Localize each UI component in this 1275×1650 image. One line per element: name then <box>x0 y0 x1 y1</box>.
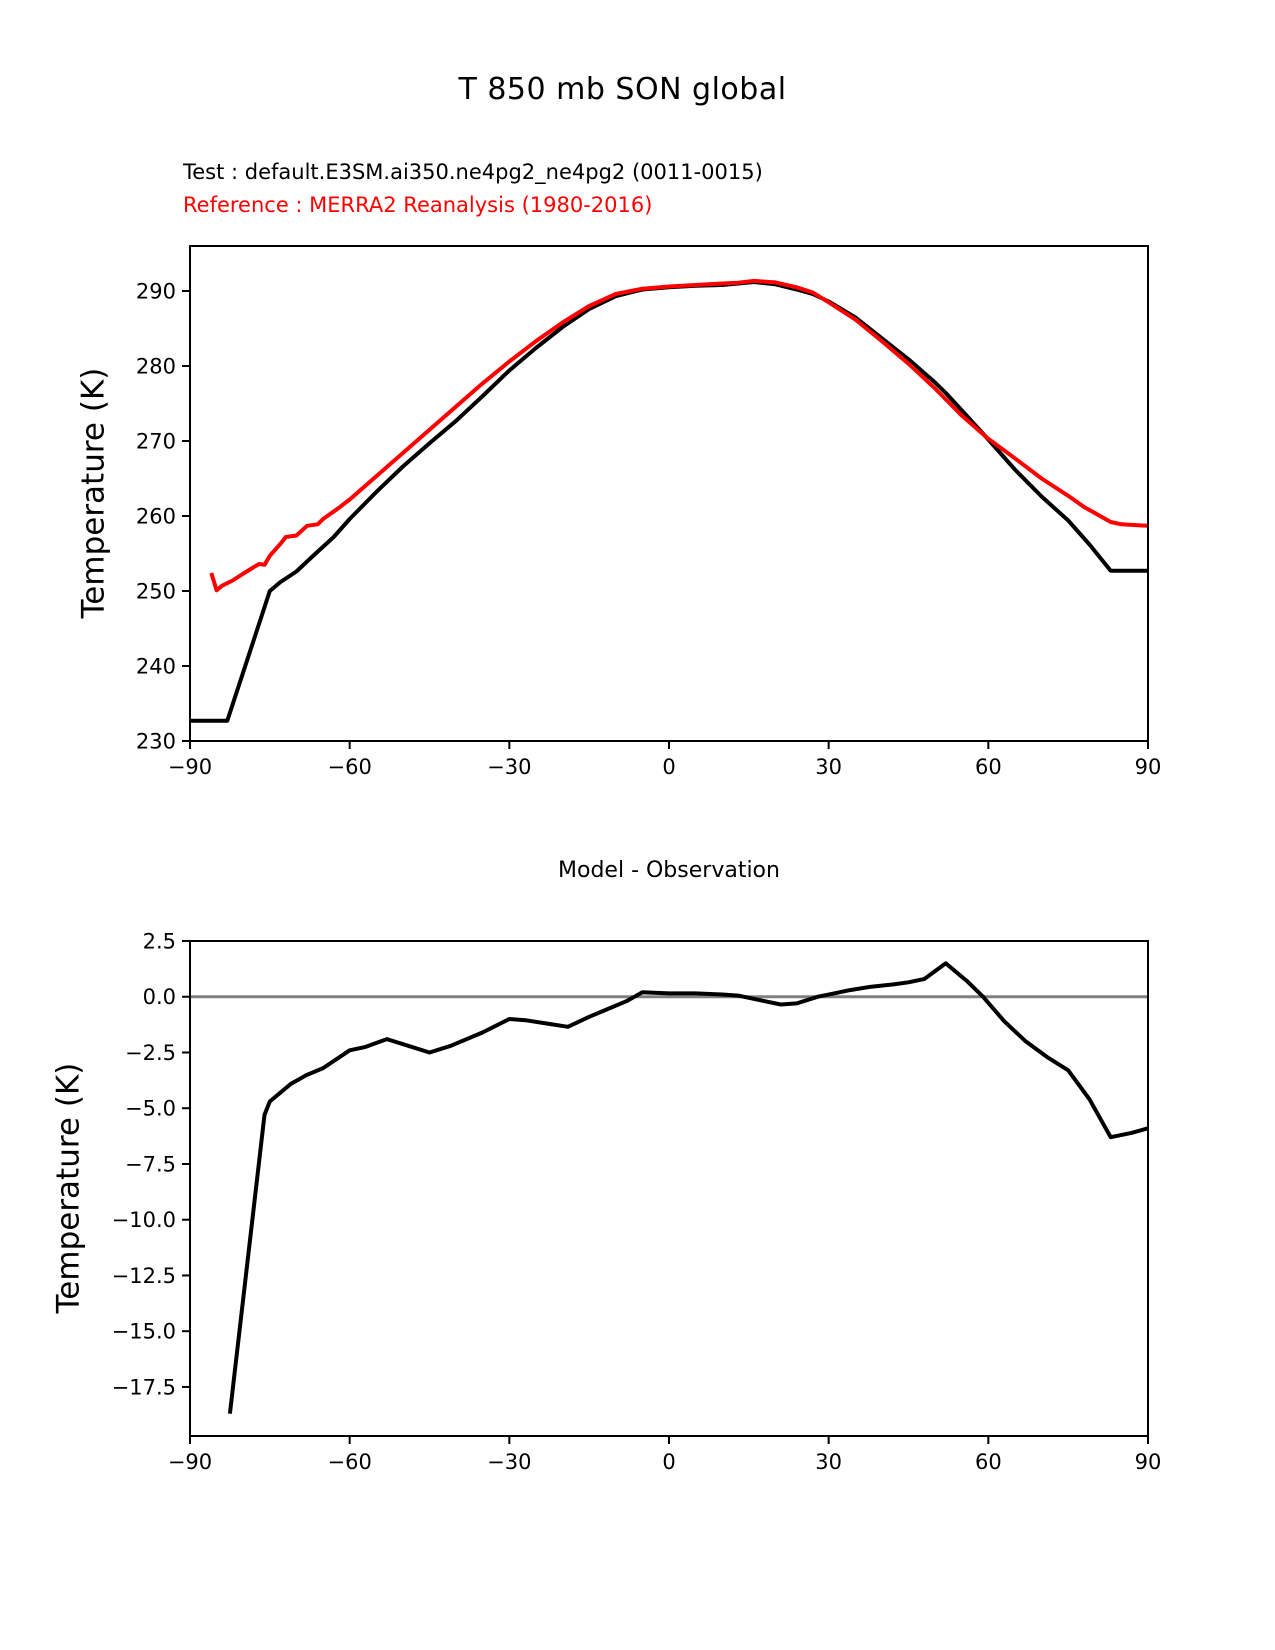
y-tick-label: −15.0 <box>111 1319 176 1344</box>
y-tick-label: 250 <box>135 579 176 604</box>
x-tick-label: −60 <box>327 755 372 779</box>
x-tick-label: 0 <box>662 1450 676 1474</box>
y-tick-label: −2.5 <box>125 1040 176 1065</box>
y-tick-label: −5.0 <box>125 1096 176 1121</box>
x-tick-label: −60 <box>327 1450 372 1474</box>
x-tick-label: 60 <box>974 755 1002 779</box>
test-label: Test : default.E3SM.ai350.ne4pg2_ne4pg2 (0011-0015) <box>183 160 763 184</box>
x-tick-label: 60 <box>974 1450 1002 1474</box>
x-tick-label: 30 <box>815 755 843 779</box>
y-tick-label: −10.0 <box>111 1208 176 1233</box>
y-tick-label: 230 <box>135 729 176 754</box>
x-tick-label: 90 <box>1134 1450 1162 1474</box>
x-tick-label: −30 <box>487 1450 532 1474</box>
x-tick-label: −30 <box>487 755 532 779</box>
top-chart-ylabel: Temperature (K) <box>75 367 112 619</box>
plot-frame <box>190 941 1148 1436</box>
y-tick-label: 280 <box>135 354 176 379</box>
reference-label: Reference : MERRA2 Reanalysis (1980-2016) <box>183 193 653 217</box>
y-tick-label: −17.5 <box>111 1375 176 1400</box>
diff-chart-title: Model - Observation <box>558 858 780 883</box>
x-tick-label: 0 <box>662 755 676 779</box>
y-tick-label: 260 <box>135 504 176 529</box>
y-tick-label: 0.0 <box>142 985 176 1010</box>
x-tick-label: −90 <box>167 1450 213 1474</box>
series-line-difference <box>230 963 1148 1413</box>
bottom-chart-ylabel: Temperature (K) <box>50 1062 87 1314</box>
plot-frame <box>190 246 1148 741</box>
y-tick-label: −7.5 <box>125 1152 176 1177</box>
figure-title: T 850 mb SON global <box>458 72 787 107</box>
y-tick-label: 2.5 <box>142 929 176 954</box>
y-tick-label: −12.5 <box>111 1263 176 1288</box>
chart-0 <box>136 246 1161 779</box>
y-tick-label: 270 <box>135 429 176 454</box>
y-tick-label: 290 <box>135 279 176 304</box>
x-tick-label: −90 <box>167 755 213 779</box>
series-line-reference <box>211 281 1148 590</box>
series-line-test <box>190 282 1148 721</box>
x-tick-label: 90 <box>1134 755 1162 779</box>
chart-1 <box>112 930 1162 1475</box>
y-tick-label: 240 <box>135 654 176 679</box>
x-tick-label: 30 <box>815 1450 843 1474</box>
